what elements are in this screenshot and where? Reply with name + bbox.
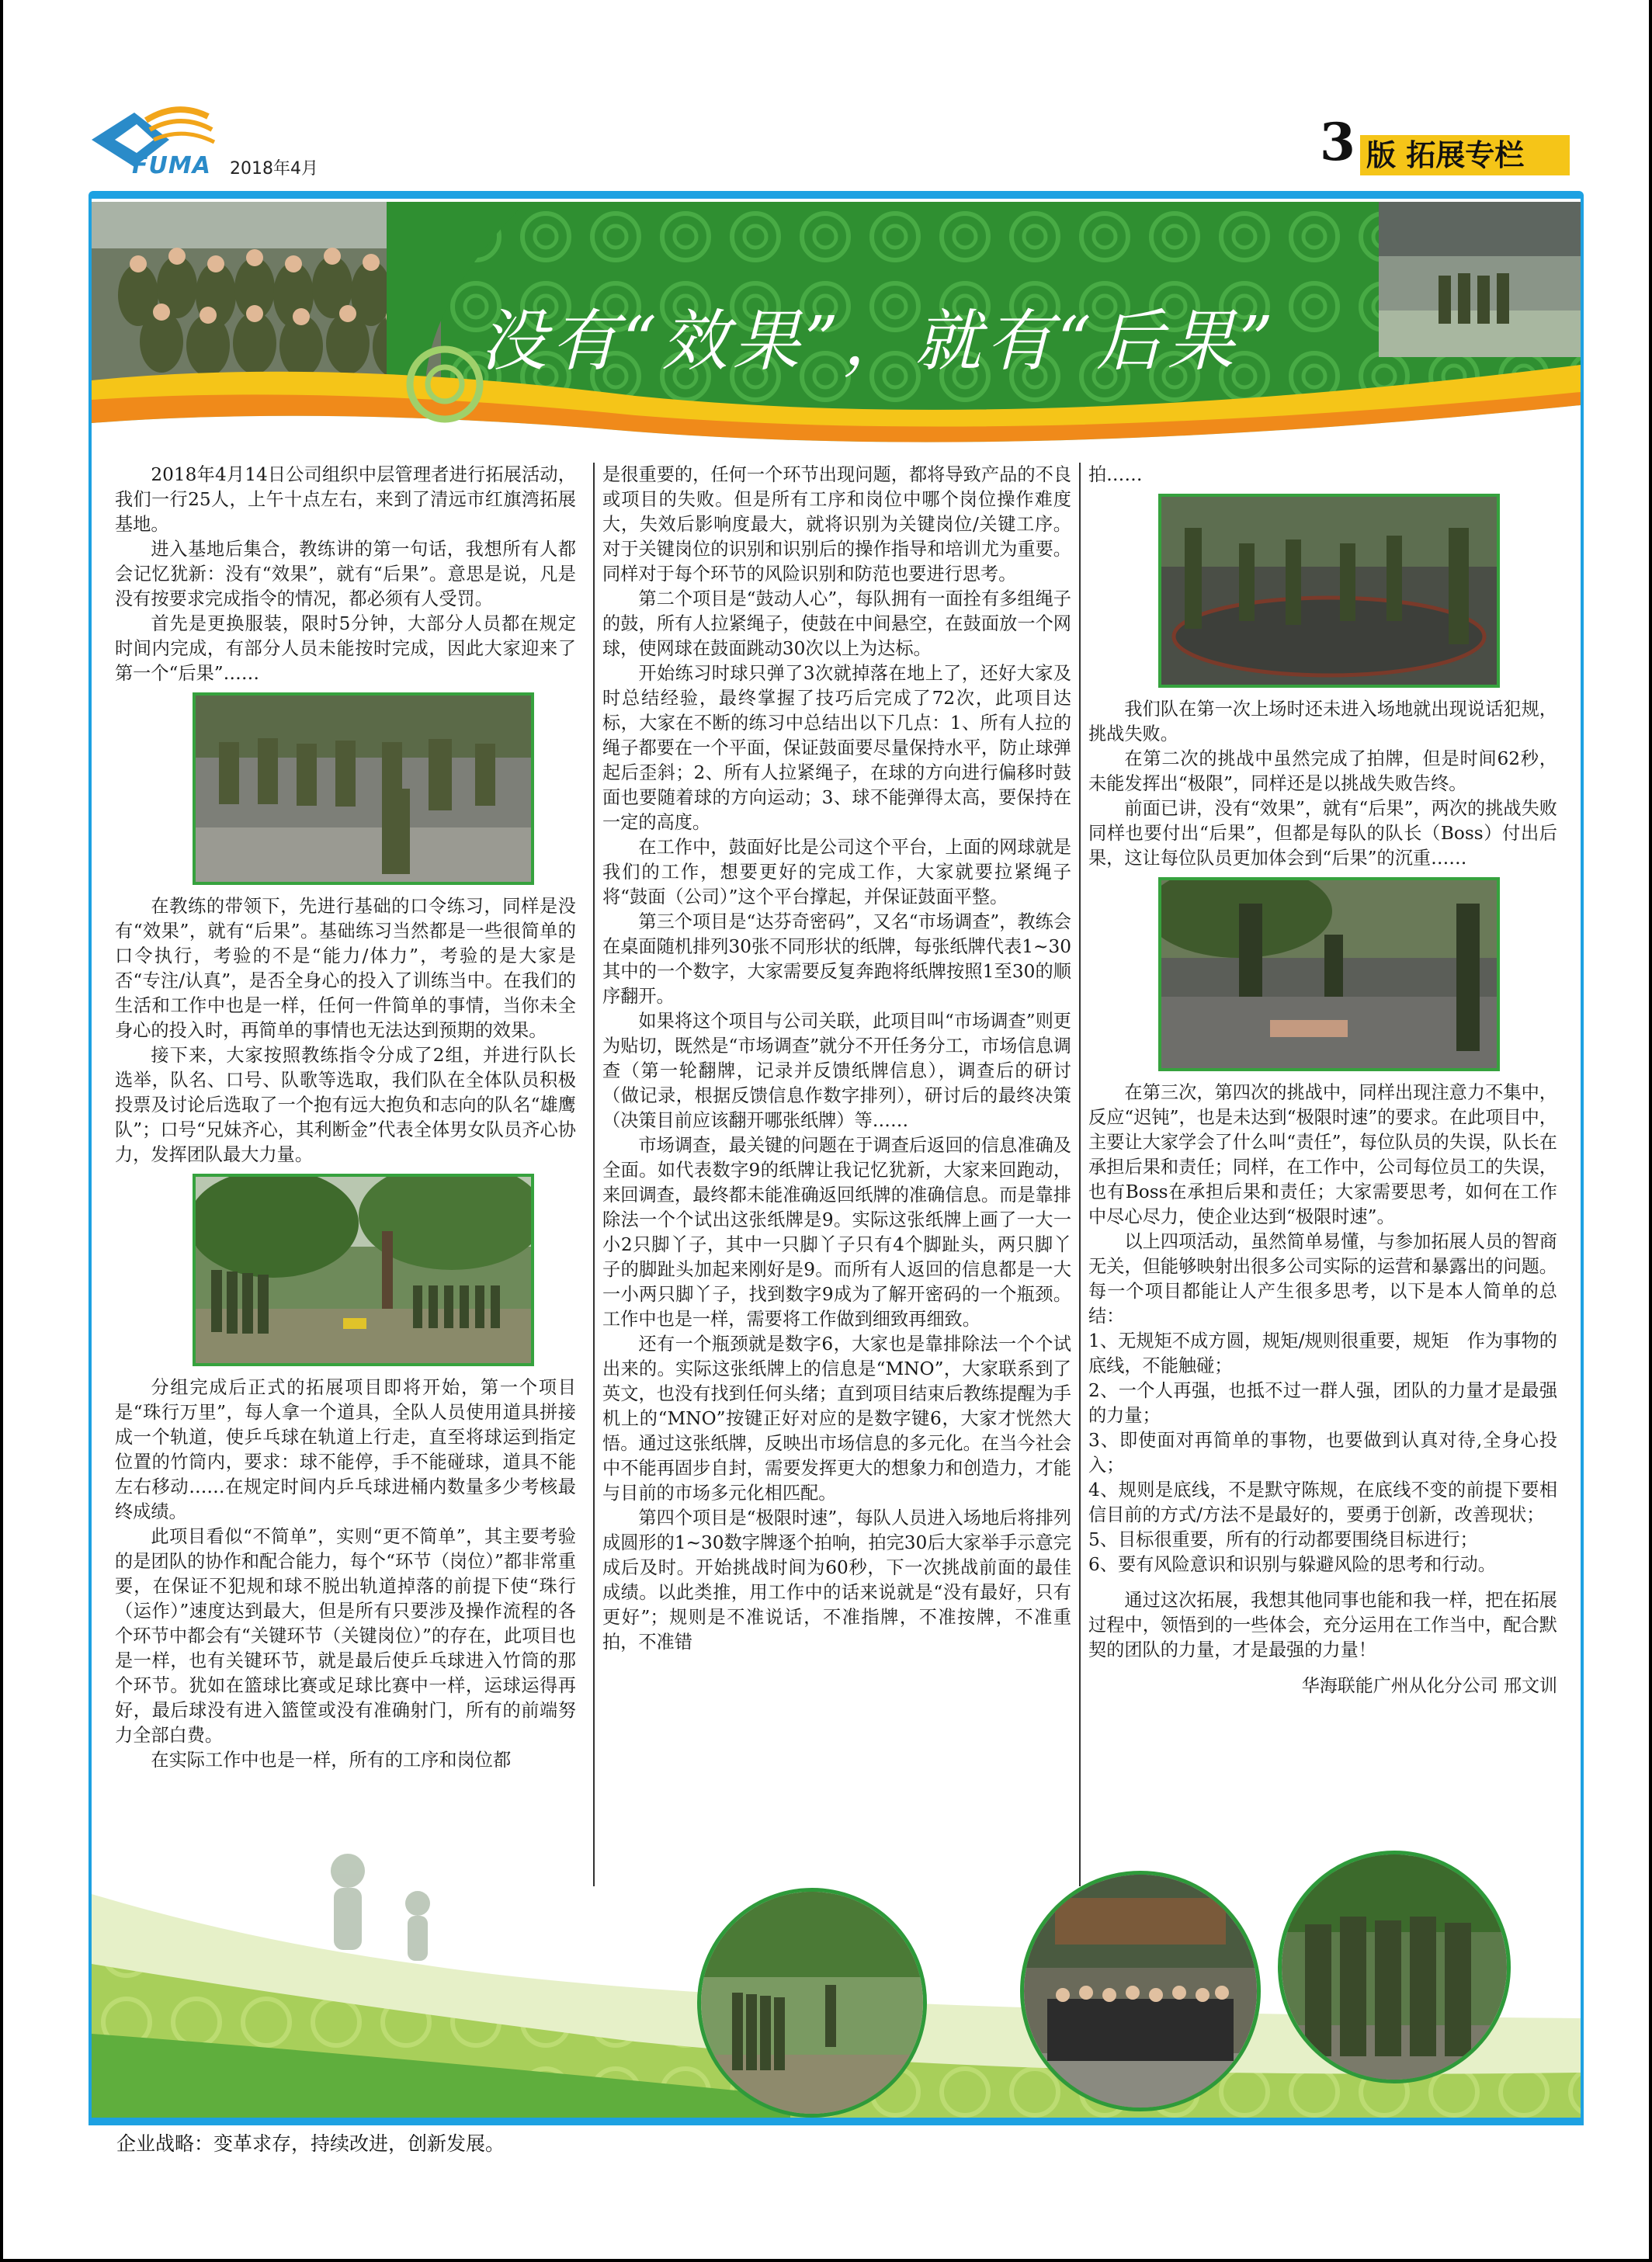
paragraph: 在工作中，鼓面好比是公司这个平台，上面的网球就是我们的工作，想要更好的完成工作，大家就要拉紧绳子将“鼓面（公司）”这个平台撑起，并保证鼓面平整。	[602, 837, 1071, 907]
paragraph: 此项目看似“不简单”，实则“更不简单”，其主要考验的是团队的协作和配合能力，每个“环节（岗位）”都非常重要，在保证不犯规和球不脱出轨道掉落的前提下使“珠行（运作）”速度达到最大，但是所有只要涉及操作流程的各个环节中都会有“关键环节（关键岗位）”的存在，此项目也是一样，也有关键环节，就是最后使乒乓球进入竹筒的那个环节。犹如在篮球比赛或足球比赛中一样，运球运得再好，最后球没有进入篮筐或没有准确射门，所有的前端努力全部白费。	[115, 1526, 576, 1746]
paragraph: 2018年4月14日公司组织中层管理者进行拓展活动，我们一行25人，上午十点左右，来到了清远市红旗湾拓展基地。	[115, 464, 576, 535]
photo-team-lineup	[193, 1174, 534, 1366]
paragraph: 分组完成后正式的拓展项目即将开始，第一个项目是“珠行万里”，每人拿一个道具，全队人员使用道具拼接成一个轨道，使乒乓球在轨道上行走，直至将球运到指定位置的竹筒内，要求：球不能停，手不能碰球，道具不能左右移动……在规定时间内乒乓球进桶内数量多少考核最终成绩。	[115, 1377, 576, 1522]
photo-circle-lineup	[697, 1888, 927, 2118]
paragraph: 接下来，大家按照教练指令分成了2组，并进行队长选举，队名、口号、队歌等选取，我们队在全体队员积极投票及讨论后选取了一个抱有远大抱负和志向的队名“雄鹰队”；口号“兄妹齐心，其利断金”代表全体男女队员齐心协力，发挥团队最大力量。	[115, 1045, 576, 1165]
paragraph: 第四个项目是“极限时速”，每队人员进入场地后将排列成圆形的1~30数字牌逐个拍响，拍完30后大家举手示意完成后及时。开始挑战时间为60秒，下一次挑战前面的最佳成绩。以此类推，用工作中的话来说就是“没有最好，只有更好”；规则是不准说话，不准指牌，不准按牌，不准重拍，不准错	[602, 1507, 1071, 1653]
paragraph: 前面已讲，没有“效果”，就有“后果”，两次的挑战失败同样也要付出“后果”，但都是每队的队长（Boss）付出后果，这让每位队员更加体会到“后果”的沉重……	[1088, 798, 1557, 869]
summary-item-4: 4、规则是底线，不是默守陈规，在底线不变的前提下要相信目前的方式/方法不是最好的，要勇于创新，改善现状；	[1088, 1480, 1557, 1525]
paragraph: 以上四项活动，虽然简单易懂，与参加拓展人员的智商无关，但能够映射出很多公司实际的运营和暴露出的问题。每一个项目都能让人产生很多思考，以下是本人简单的总结：	[1088, 1231, 1557, 1327]
paragraph: 我们队在第一次上场时还未进入场地就出现说话犯规，挑战失败。	[1088, 699, 1557, 744]
paragraph: 首先是更换服装，限时5分钟，大部分人员都在规定时间内完成，有部分人员未能按时完成，因此大家迎来了第一个“后果”……	[115, 613, 576, 684]
paragraph: 还有一个瓶颈就是数字6，大家也是靠排除法一个个试出来的。实际这张纸牌上的信息是“MNO”，大家联系到了英文，也没有找到任何头绪；直到项目结束后教练提醒为手机上的“MNO”按键正好对应的是数字键6，大家才恍然大悟。通过这张纸牌，反映出市场信息的多元化。在当今社会中不能再固步自封，需要发挥更大的想象力和创造力，才能与目前的市场多元化相匹配。	[602, 1334, 1071, 1504]
paragraph: 开始练习时球只弹了3次就掉落在地上了，还好大家及时总结经验，最终掌握了技巧后完成了72次，此项目达标，大家在不断的练习中总结出以下几点：1、所有人拉的绳子都要在一个平面，保证鼓面要尽量保持水平，防止球弹起后歪斜；2、所有人拉紧绳子，在球的方向进行偏移时鼓面也要随着球的方向运动；3、球不能弹得太高，要保持在一定的高度。	[602, 663, 1071, 833]
paragraph: 进入基地后集合，教练讲的第一句话，我想所有人都会记忆犹新：没有“效果”，就有“后果”。意思是说，凡是没有按要求完成指令的情况，都必须有人受罚。	[115, 539, 576, 609]
logo-text: FUMA	[132, 152, 211, 179]
paragraph: 通过这次拓展，我想其他同事也能和我一样，把在拓展过程中，领悟到的一些体会，充分运用在工作当中，配合默契的团队的力量，才是最强的力量！	[1088, 1590, 1557, 1660]
paragraph: 在教练的带领下，先进行基础的口令练习，同样是没有“效果”，就有“后果”。基础练习当然都是一些很简单的口令执行，考验的不是“能力/体力”，考验的是大家是否“专注/认真”，是否全身心的投入了训练当中。在我们的生活和工作中也是一样，任何一件简单的事情，当你未全身心的投入时，再简单的事情也无法达到预期的效果。	[115, 896, 576, 1041]
page-number: 3	[1320, 112, 1355, 172]
paragraph: 第二个项目是“鼓动人心”，每队拥有一面拴有多组绳子的鼓，所有人拉紧绳子，使鼓在中间悬空，在鼓面放一个网球，使网球在鼓面跳动30次以上为达标。	[602, 588, 1071, 659]
paragraph: 市场调查，最关键的问题在于调查后返回的信息准确及全面。如代表数字9的纸牌让我记忆犹新，大家来回跑动，来回调查，最终都未能准确返回纸牌的准确信息。而是靠排除法一个个试出这张纸牌是9。实际这张纸牌上画了一大一小2只脚丫子，其中一只脚丫子只有4个脚趾头，两只脚丫子的脚趾头加起来刚好是9。而所有人返回的信息都是一大一小两只脚丫子，找到数字9成为了解开密码的一个瓶颈。工作中也是一样，需要将工作做到细致再细致。	[602, 1135, 1071, 1330]
title-banner	[92, 202, 1581, 442]
photo-circle-group	[1020, 1871, 1261, 2111]
photo-circle-game	[1158, 494, 1500, 688]
photo-circle-huddle	[1278, 1851, 1511, 2083]
section-label: 版 拓展专栏	[1366, 138, 1525, 172]
summary-item-3: 3、即使面对再简单的事物，也要做到认真对待,全身心投入；	[1088, 1430, 1557, 1476]
frame-right-line	[1649, 0, 1652, 2262]
summary-item-1: 1、无规矩不成方圆，规矩/规则很重要，规矩 作为事物的底线，不能触碰；	[1088, 1330, 1557, 1376]
column-divider-1	[593, 463, 595, 1886]
paragraph: 在第二次的挑战中虽然完成了拍牌，但是时间62秒，未能发挥出“极限”，同样还是以挑战失败告终。	[1088, 748, 1557, 794]
paragraph: 是很重要的，任何一个环节出现问题，都将导致产品的不良或项目的失败。但是所有工序和岗位中哪个岗位操作难度大，失效后影响度最大，就将识别为关键岗位/关键工序。对于关键岗位的识别和识别后的操作指导和培训尤为重要。同样对于每个环节的风险识别和防范也要进行思考。	[602, 464, 1071, 585]
summary-item-6: 6、要有风险意识和识别与躲避风险的思考和行动。	[1088, 1554, 1496, 1575]
article-column-2	[602, 463, 1071, 1655]
photo-pushup-penalty	[1158, 877, 1500, 1071]
photo-drill-training	[193, 692, 534, 885]
article-column-3	[1088, 463, 1557, 1698]
summary-item-2: 2、一个人再强，也抵不过一群人强，团队的力量才是最强的力量；	[1088, 1380, 1557, 1426]
banner-title: 没有“效果”，就有“后果”	[480, 303, 1278, 380]
section-tag	[1360, 135, 1570, 175]
frame-left-line	[0, 0, 3, 2262]
paragraph: 如果将这个项目与公司关联，此项目叫“市场调查”则更为贴切，既然是“市场调查”就分不开任务分工，市场信息调查（第一轮翻牌，记录并反馈纸牌信息），调查后的研讨（做记录，根据反馈信息作数字排列），研讨后的最终决策（决策目前应该翻开哪张纸牌）等……	[602, 1011, 1071, 1131]
footer-slogan: 企业战略：变革求存，持续改进，创新发展。	[116, 2132, 505, 2155]
frame-bottom-line	[0, 2259, 1652, 2262]
paragraph: 在实际工作中也是一样，所有的工序和岗位都	[151, 1750, 512, 1771]
paragraph: 第三个项目是“达芬奇密码”，又名“市场调查”，教练会在桌面随机排列30张不同形状的纸牌，每张纸牌代表1~30其中的一个数字，大家需要反复奔跑将纸牌按照1至30的顺序翻开。	[602, 911, 1071, 1007]
article-column-1	[115, 463, 576, 1773]
paragraph: 拍……	[1088, 464, 1143, 485]
summary-item-5: 5、目标很重要，所有的行动都要围绕目标进行；	[1088, 1529, 1478, 1550]
bottom-rule	[88, 2118, 1584, 2125]
issue-date: 2018年4月	[230, 159, 318, 179]
column-divider-2	[1079, 463, 1081, 1886]
paragraph: 在第三次，第四次的挑战中，同样出现注意力不集中，反应“迟钝”，也是未达到“极限时速”的要求。在此项目中，主要让大家学会了什么叫“责任”，每位队员的失误，队长在承担后果和责任；同样，在工作中，公司每位员工的失误，也有Boss在承担后果和责任；大家需要思考，如何在工作中尽心尽力，使企业达到“极限时速”。	[1088, 1082, 1557, 1227]
author-signature: 华海联能广州从化分公司 邢文训	[1301, 1676, 1557, 1696]
